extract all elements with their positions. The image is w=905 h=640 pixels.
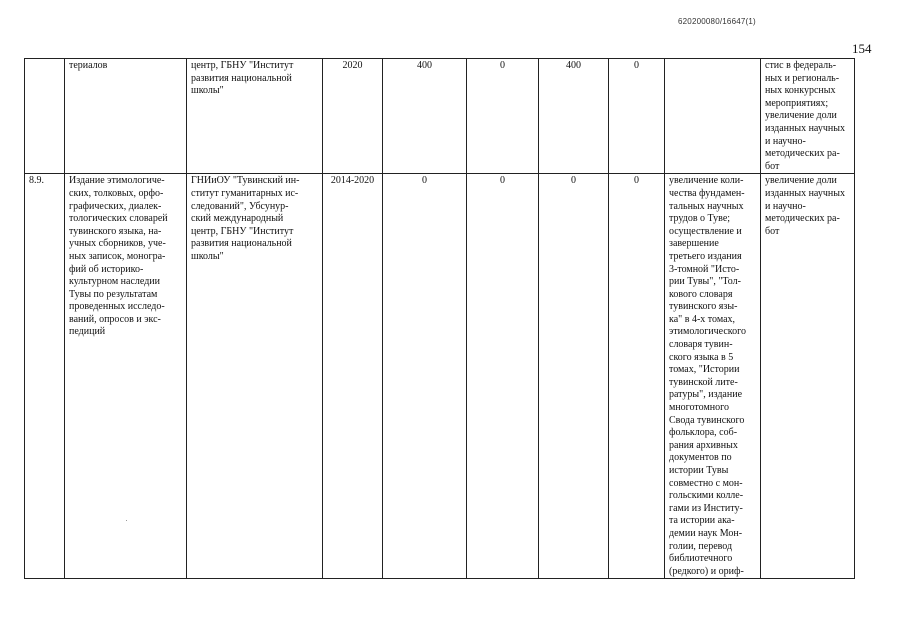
executor: центр, ГБНУ "Институт развития национальной школы" <box>187 59 323 174</box>
row-number: 8.9. <box>25 174 65 579</box>
federal-funding: 0 <box>467 174 539 579</box>
total-funding: 0 <box>383 174 467 579</box>
activity-name: териалов <box>65 59 187 174</box>
regional-funding: 400 <box>539 59 609 174</box>
program-activities-table <box>24 58 855 579</box>
indicator: стис в федераль- ных и региональ- ных конкурсных мероприятиях; увеличение доли изданных научных и научно- методических ра- бот <box>761 59 855 174</box>
regional-funding: 0 <box>539 174 609 579</box>
page-number: 154 <box>852 41 872 56</box>
executor: ГНИиОУ "Тувинский ин- ститут гуманитарных ис- следований", Убсунур- ский международный центр, ГБНУ "Институт развития национальной школы" <box>187 174 323 579</box>
document-id: 620200080/16647(1) <box>678 17 756 26</box>
table-row <box>25 59 855 174</box>
other-funding: 0 <box>609 59 665 174</box>
row-number <box>25 59 65 174</box>
expected-result: увеличение коли- чества фундамен- тальных научных трудов о Туве; осуществление и завершение третьего издания 3-томной "Исто- рии Тувы", "Тол- кового словаря тувинского язы- ка" в 4-х томах, этимологического словаря тувин- ского языка в 5 томах, "Истории тувинской лите- ратуры", издание многотомного Свода тувинского фольклора, соб- рания архивных документов по истории Тувы совместно с мон- гольскими колле- гами из Институ- та истории ака- демии наук Мон- голии, перевод библиотечного (редкого) и ориф- <box>665 174 761 579</box>
expected-result <box>665 59 761 174</box>
period: 2014-2020 <box>323 174 383 579</box>
other-funding: 0 <box>609 174 665 579</box>
total-funding: 400 <box>383 59 467 174</box>
scan-speck <box>126 520 127 521</box>
federal-funding: 0 <box>467 59 539 174</box>
activity-name: Издание этимологиче- ских, толковых, орфо- графических, диалек- тологических словарей тувинского языка, на- учных сборников, уче- ных записок, моногра- фий об историко- культурном наследии Тувы по результатам проведенных исследо- ваний, опросов и экс- педиций <box>65 174 187 579</box>
indicator: увеличение доли изданных научных и научно- методических ра- бот <box>761 174 855 579</box>
table-row <box>25 174 855 579</box>
period: 2020 <box>323 59 383 174</box>
